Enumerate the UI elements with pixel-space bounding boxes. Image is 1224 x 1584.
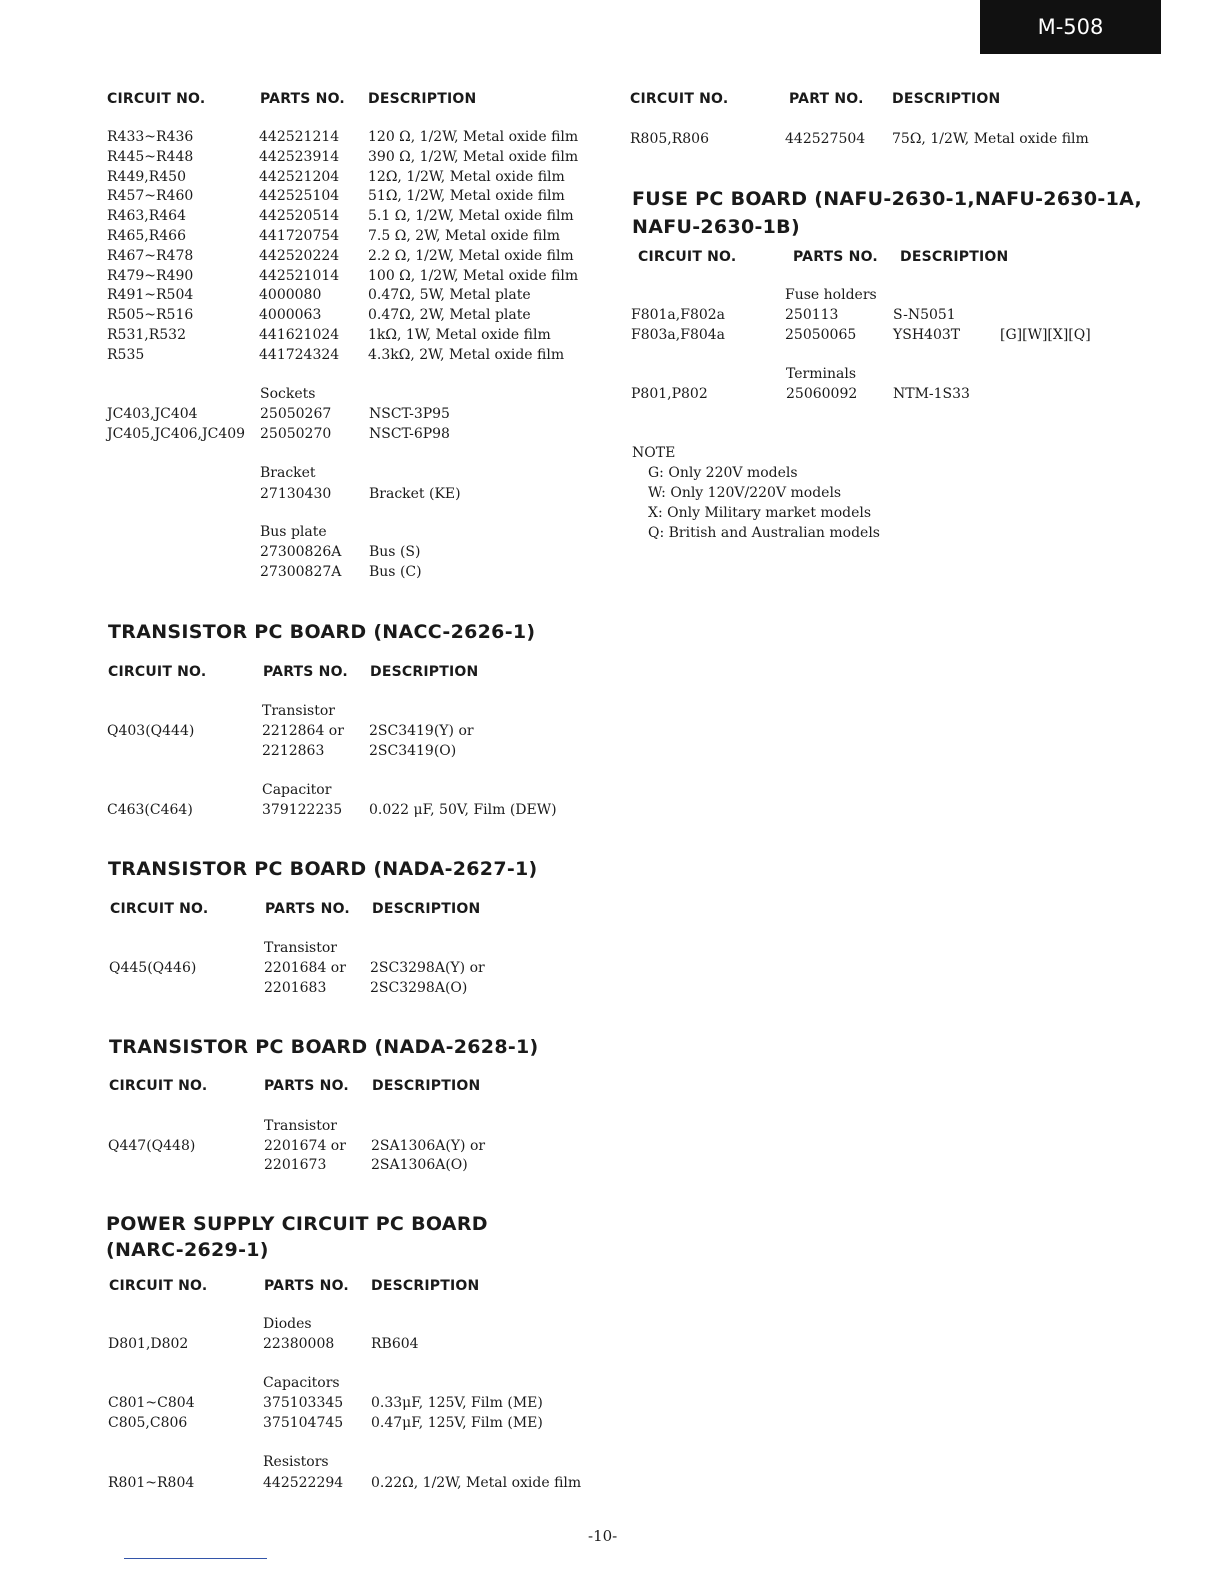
col-header-circuit: CIRCUIT NO. bbox=[107, 91, 206, 107]
part-no: 441621024 bbox=[259, 327, 340, 343]
model-codes: [G][W][X][Q] bbox=[1000, 327, 1091, 343]
circuit-no: JC405,JC406,JC409 bbox=[107, 426, 246, 442]
circuit-no: R433~R436 bbox=[107, 129, 194, 145]
circuit-no: R801~R804 bbox=[108, 1475, 195, 1491]
circuit-no: R531,R532 bbox=[107, 327, 186, 343]
circuit-no: F801a,F802a bbox=[631, 307, 726, 323]
col-header-description: DESCRIPTION bbox=[371, 1278, 480, 1294]
part-no: 2201673 bbox=[264, 1157, 327, 1173]
description: 0.22Ω, 1/2W, Metal oxide film bbox=[371, 1475, 582, 1491]
part-no: 375104745 bbox=[263, 1415, 344, 1431]
col-header-circuit: CIRCUIT NO. bbox=[110, 901, 209, 917]
capacitor-label: Capacitor bbox=[262, 782, 332, 798]
section-title-nacc: TRANSISTOR PC BOARD (NACC-2626-1) bbox=[108, 621, 536, 643]
circuit-no: C463(C464) bbox=[107, 802, 193, 818]
col-header-parts: PARTS NO. bbox=[793, 249, 878, 265]
section-title-fuse-line1: FUSE PC BOARD (NAFU-2630-1,NAFU-2630-1A, bbox=[632, 188, 1142, 210]
model-label: M-508 bbox=[1037, 15, 1104, 39]
circuit-no: R491~R504 bbox=[107, 287, 194, 304]
description: 2.2 Ω, 1/2W, Metal oxide film bbox=[368, 247, 574, 264]
circuit-no: R445~R448 bbox=[107, 148, 194, 165]
part-no: 25060092 bbox=[786, 386, 858, 402]
bracket-description: Bracket (KE) bbox=[369, 486, 461, 502]
part-no: 441724324 bbox=[259, 346, 340, 363]
note-line: W: Only 120V/220V models bbox=[648, 485, 842, 501]
section-title-fuse-line2: NAFU-2630-1B) bbox=[632, 216, 800, 238]
description: S-N5051 bbox=[893, 307, 956, 323]
circuit-no: R535 bbox=[107, 346, 145, 363]
note-label: NOTE bbox=[632, 445, 676, 461]
part-no: 2201684 or bbox=[264, 960, 346, 976]
col-header-description: DESCRIPTION bbox=[900, 249, 1009, 265]
part-no: 25050267 bbox=[260, 406, 332, 422]
col-header-parts: PARTS NO. bbox=[264, 1078, 349, 1094]
part-no: 2212864 or bbox=[262, 723, 344, 739]
circuit-no: D801,D802 bbox=[108, 1336, 189, 1352]
description: 0.33μF, 125V, Film (ME) bbox=[371, 1395, 543, 1411]
part-no: 442525104 bbox=[259, 188, 340, 205]
part-no: 250113 bbox=[785, 307, 839, 323]
part-no: 441720754 bbox=[259, 228, 340, 244]
part-no: 442527504 bbox=[785, 131, 866, 147]
description: 2SA1306A(Y) or bbox=[371, 1138, 486, 1154]
part-no: 442521014 bbox=[259, 267, 340, 284]
col-header-description: DESCRIPTION bbox=[892, 91, 1001, 107]
part-no: 442520514 bbox=[259, 208, 340, 225]
circuit-no: C801~C804 bbox=[108, 1395, 195, 1411]
part-no: 2212863 bbox=[262, 743, 325, 759]
part-no: 379122235 bbox=[262, 802, 343, 818]
capacitors-label: Capacitors bbox=[263, 1375, 340, 1391]
fuse-holders-label: Fuse holders bbox=[785, 287, 877, 303]
description: 1kΩ, 1W, Metal oxide film bbox=[368, 327, 551, 343]
section-title-narc-line1: POWER SUPPLY CIRCUIT PC BOARD bbox=[106, 1213, 488, 1235]
terminals-label: Terminals bbox=[786, 366, 857, 382]
part-no: 442522294 bbox=[263, 1475, 344, 1491]
circuit-no: R479~R490 bbox=[107, 267, 194, 284]
col-header-circuit: CIRCUIT NO. bbox=[630, 91, 729, 107]
col-header-circuit: CIRCUIT NO. bbox=[109, 1078, 208, 1094]
model-badge bbox=[980, 0, 1161, 54]
part-no: 25050065 bbox=[785, 327, 857, 343]
description: 0.47μF, 125V, Film (ME) bbox=[371, 1415, 543, 1431]
description: NSCT-3P95 bbox=[369, 406, 450, 422]
description: 0.47Ω, 2W, Metal plate bbox=[368, 307, 531, 324]
circuit-no: R805,R806 bbox=[630, 131, 709, 147]
sockets-label: Sockets bbox=[260, 386, 316, 402]
description: 0.47Ω, 5W, Metal plate bbox=[368, 287, 531, 304]
transistor-label: Transistor bbox=[262, 703, 335, 719]
description: 2SC3298A(O) bbox=[370, 980, 468, 996]
description: 75Ω, 1/2W, Metal oxide film bbox=[892, 131, 1089, 147]
circuit-no: R505~R516 bbox=[107, 307, 194, 324]
description: 2SA1306A(O) bbox=[371, 1157, 468, 1173]
circuit-no: R457~R460 bbox=[107, 188, 194, 205]
description: 2SC3419(O) bbox=[369, 743, 457, 759]
description: 120 Ω, 1/2W, Metal oxide film bbox=[368, 129, 579, 145]
description: 4.3kΩ, 2W, Metal oxide film bbox=[368, 346, 565, 363]
col-header-parts: PARTS NO. bbox=[265, 901, 350, 917]
circuit-no: P801,P802 bbox=[631, 386, 708, 402]
description: 0.022 μF, 50V, Film (DEW) bbox=[369, 802, 557, 818]
busplate-part-2: 27300827A bbox=[260, 564, 342, 580]
busplate-description-1: Bus (S) bbox=[369, 544, 421, 560]
circuit-no: Q447(Q448) bbox=[108, 1138, 196, 1154]
busplate-description-2: Bus (C) bbox=[369, 564, 422, 580]
bracket-part: 27130430 bbox=[260, 486, 332, 502]
part-no: 2201674 or bbox=[264, 1138, 346, 1154]
description: 2SC3298A(Y) or bbox=[370, 960, 485, 976]
description: 5.1 Ω, 1/2W, Metal oxide film bbox=[368, 208, 574, 225]
description: 51Ω, 1/2W, Metal oxide film bbox=[368, 188, 565, 205]
col-header-circuit: CIRCUIT NO. bbox=[109, 1278, 208, 1294]
page-number: -10- bbox=[588, 1527, 618, 1545]
circuit-no: Q445(Q446) bbox=[109, 960, 197, 976]
section-title-narc-line2: (NARC-2629-1) bbox=[106, 1239, 269, 1261]
part-no: 25050270 bbox=[260, 426, 332, 442]
circuit-no: C805,C806 bbox=[108, 1415, 188, 1431]
circuit-no: R465,R466 bbox=[107, 228, 186, 244]
part-no: 22380008 bbox=[263, 1336, 335, 1352]
transistor-label: Transistor bbox=[264, 940, 337, 956]
col-header-description: DESCRIPTION bbox=[368, 91, 477, 107]
resistors-label: Resistors bbox=[263, 1454, 329, 1470]
circuit-no: Q403(Q444) bbox=[107, 723, 195, 739]
note-line: X: Only Military market models bbox=[648, 505, 872, 521]
col-header-description: DESCRIPTION bbox=[370, 664, 479, 680]
col-header-description: DESCRIPTION bbox=[372, 1078, 481, 1094]
col-header-description: DESCRIPTION bbox=[372, 901, 481, 917]
part-no: 442521204 bbox=[259, 168, 340, 185]
circuit-no: F803a,F804a bbox=[631, 327, 726, 343]
col-header-circuit: CIRCUIT NO. bbox=[638, 249, 737, 265]
part-no: 442520224 bbox=[259, 247, 340, 264]
part-no: 442523914 bbox=[259, 148, 340, 165]
part-no: 4000080 bbox=[259, 287, 322, 304]
transistor-label: Transistor bbox=[264, 1118, 337, 1134]
part-no: 2201683 bbox=[264, 980, 327, 996]
section-title-nada-2628: TRANSISTOR PC BOARD (NADA-2628-1) bbox=[109, 1036, 539, 1058]
footer-rule bbox=[124, 1558, 267, 1559]
description: NTM-1S33 bbox=[893, 386, 970, 402]
circuit-no: R449,R450 bbox=[107, 168, 186, 185]
col-header-part: PART NO. bbox=[789, 91, 864, 107]
description: 390 Ω, 1/2W, Metal oxide film bbox=[368, 148, 579, 165]
busplate-part-1: 27300826A bbox=[260, 544, 342, 560]
part-no: 375103345 bbox=[263, 1395, 344, 1411]
description: 2SC3419(Y) or bbox=[369, 723, 474, 739]
note-line: G: Only 220V models bbox=[648, 465, 798, 481]
col-header-parts: PARTS NO. bbox=[263, 664, 348, 680]
section-title-nada-2627: TRANSISTOR PC BOARD (NADA-2627-1) bbox=[108, 858, 538, 880]
col-header-parts: PARTS NO. bbox=[264, 1278, 349, 1294]
note-line: Q: British and Australian models bbox=[648, 525, 880, 541]
description: NSCT-6P98 bbox=[369, 426, 450, 442]
part-no: 4000063 bbox=[259, 307, 322, 324]
description: RB604 bbox=[371, 1336, 419, 1352]
col-header-parts: PARTS NO. bbox=[260, 91, 345, 107]
circuit-no: R467~R478 bbox=[107, 247, 194, 264]
description: 7.5 Ω, 2W, Metal oxide film bbox=[368, 228, 561, 244]
description: 100 Ω, 1/2W, Metal oxide film bbox=[368, 267, 579, 284]
busplate-label: Bus plate bbox=[260, 524, 327, 540]
bracket-label: Bracket bbox=[260, 465, 316, 481]
diodes-label: Diodes bbox=[263, 1316, 312, 1332]
description: 12Ω, 1/2W, Metal oxide film bbox=[368, 168, 565, 185]
circuit-no: R463,R464 bbox=[107, 208, 186, 225]
circuit-no: JC403,JC404 bbox=[107, 406, 198, 422]
part-no: 442521214 bbox=[259, 129, 340, 145]
description: YSH403T bbox=[893, 327, 961, 343]
col-header-circuit: CIRCUIT NO. bbox=[108, 664, 207, 680]
